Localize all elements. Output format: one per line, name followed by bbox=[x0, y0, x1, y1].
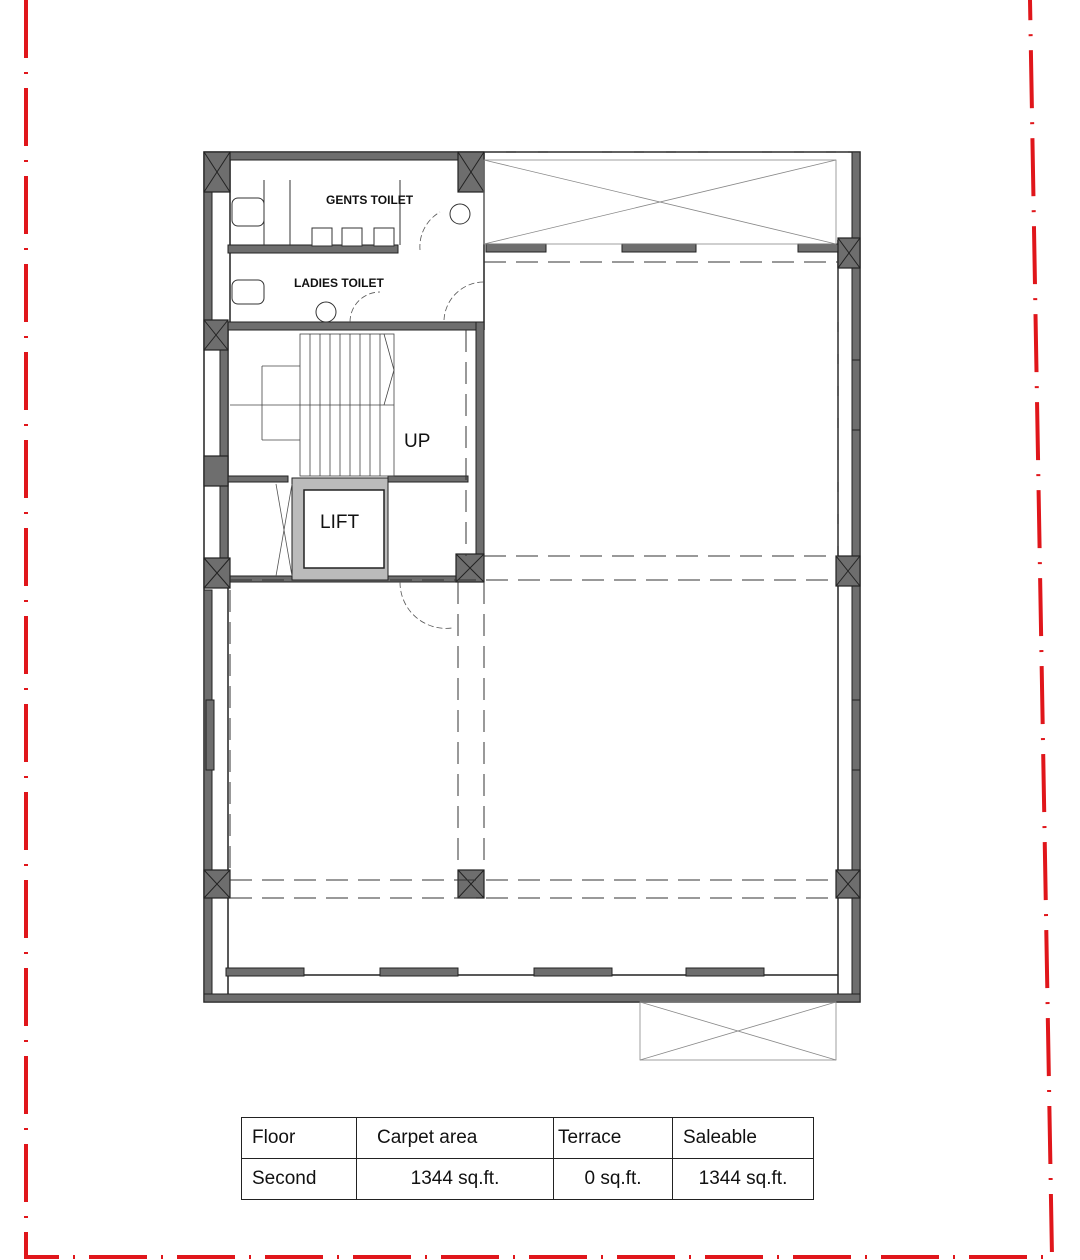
table-cell: 1344 sq.ft. bbox=[673, 1159, 814, 1200]
gents-toilet-label: GENTS TOILET bbox=[326, 193, 414, 207]
table-cell: Second bbox=[242, 1159, 357, 1200]
table-header-row bbox=[242, 1118, 814, 1159]
open-cutouts bbox=[484, 160, 836, 1060]
staircase bbox=[230, 334, 394, 476]
table-header-cell: Carpet area bbox=[357, 1118, 554, 1159]
table-header-cell: Terrace bbox=[554, 1118, 673, 1159]
ladies-toilet-label: LADIES TOILET bbox=[294, 276, 384, 290]
lift-label: LIFT bbox=[320, 512, 360, 533]
table-cell: 1344 sq.ft. bbox=[357, 1159, 554, 1200]
table-cell: 0 sq.ft. bbox=[554, 1159, 673, 1200]
table-row bbox=[242, 1159, 814, 1200]
table-header-cell: Saleable bbox=[673, 1118, 814, 1159]
stair-up-label: UP bbox=[404, 431, 431, 452]
property-boundary bbox=[26, 0, 1052, 1257]
table-header-cell: Floor bbox=[242, 1118, 357, 1159]
area-table bbox=[241, 1117, 814, 1200]
